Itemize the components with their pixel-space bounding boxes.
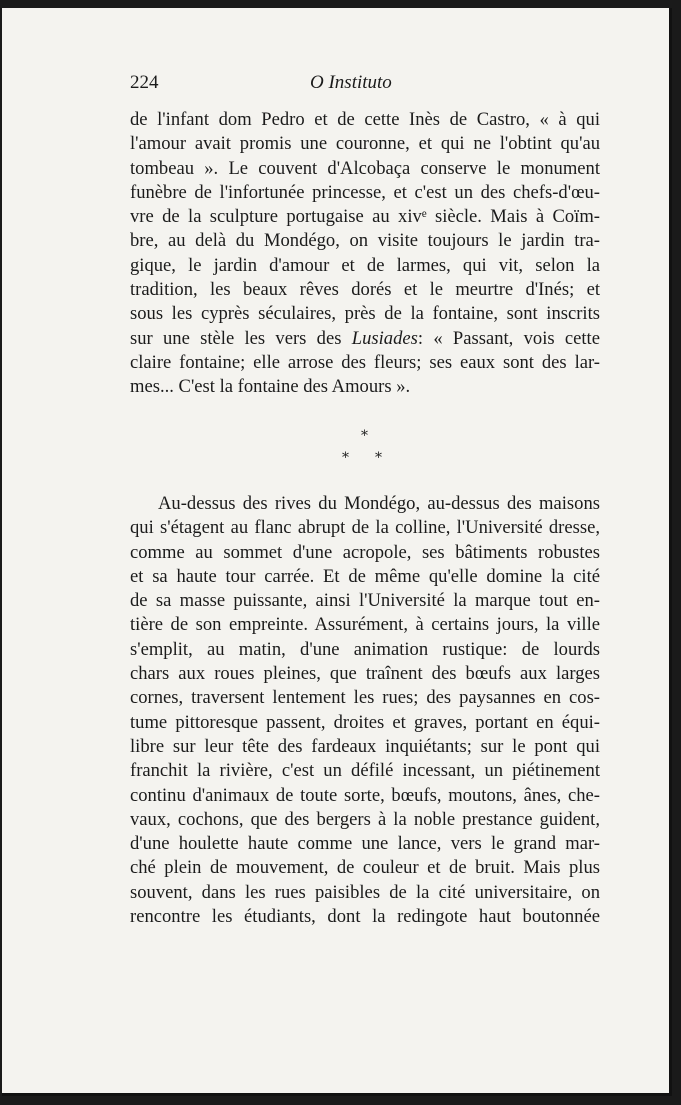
text-line: tombeau ». Le couvent d'Alcobaça conserve le monument: [130, 157, 600, 179]
text-line: comme au sommet d'une acropole, ses bâtiments robustes: [130, 541, 600, 563]
text-line: tume pittoresque passent, droites et graves, portant en équi-: [130, 711, 600, 733]
text-line: vre de la sculpture portugaise au xivᵉ siècle. Mais à Coïm-: [130, 206, 600, 228]
text-line: bre, au delà du Mondégo, on visite toujours le jardin tra-: [130, 230, 600, 252]
running-title: O Instituto: [310, 72, 392, 93]
paragraph-1: [130, 108, 600, 400]
work-title: Lusiades: [351, 327, 418, 349]
text-line: sous les cyprès séculaires, près de la fontaine, sont inscrits: [130, 303, 600, 325]
text-line: tière de son empreinte. Assurément, à certains jours, la ville: [130, 614, 600, 636]
text-line: Au-dessus des rives du Mondégo, au-dessus des maisons: [158, 493, 600, 514]
page-number: 224: [130, 72, 159, 93]
text-line: ché plein de mouvement, de couleur et de bruit. Mais plus: [130, 857, 600, 879]
text-line: funèbre de l'infortunée princesse, et c'est un des chefs-d'œu-: [130, 181, 600, 203]
text-line: l'amour avait promis une couronne, et qui ne l'obtint qu'au: [130, 133, 600, 155]
text-line: franchit la rivière, c'est un défilé incessant, un piétinement: [130, 760, 600, 782]
text-fragment: : « Passant, vois cette: [417, 327, 600, 349]
text-line: souvent, dans les rues paisibles de la cité universitaire, on: [130, 881, 600, 903]
text-line: tradition, les beaux rêves dorés et le meurtre d'Inés; et: [130, 279, 600, 301]
text-line-with-title: [130, 327, 600, 351]
text-line: chars aux roues pleines, que traînent des bœufs aux larges: [130, 663, 600, 685]
text-line: de l'infant dom Pedro et de cette Inès de Castro, « à qui: [130, 109, 600, 130]
text-fragment: sur une stèle les vers des: [130, 327, 342, 349]
text-line: continu d'animaux de toute sorte, bœufs, moutons, ânes, che-: [130, 784, 600, 806]
text-line: libre sur leur tête des fardeaux inquiétants; sur le pont qui: [130, 735, 600, 757]
section-divider: [330, 428, 390, 468]
paragraph-2: [130, 492, 600, 929]
text-line: s'emplit, au matin, d'une animation rustique: de lourds: [130, 638, 600, 660]
text-line: et sa haute tour carrée. Et de même qu'elle domine la cité: [130, 565, 600, 587]
asterisk-icon: *: [342, 450, 349, 466]
text-line: claire fontaine; elle arrose des fleurs; ses eaux sont des lar-: [130, 351, 600, 373]
text-line: gique, le jardin d'amour et de larmes, qui vit, selon la: [130, 254, 600, 276]
text-line: rencontre les étudiants, dont la redingote haut boutonnée: [130, 906, 600, 928]
page-header: [130, 72, 600, 102]
text-line: qui s'étagent au flanc abrupt de la colline, l'Université dresse,: [130, 517, 600, 539]
text-line: cornes, traversent lentement les rues; des paysannes en cos-: [130, 687, 600, 709]
text-line: mes... C'est la fontaine des Amours ».: [130, 376, 411, 398]
asterisk-icon: *: [361, 428, 368, 444]
text-line: d'une houlette haute comme une lance, vers le grand mar-: [130, 833, 600, 855]
text-line: de sa masse puissante, ainsi l'Université la marque tout en-: [130, 590, 600, 612]
asterisk-icon: *: [375, 450, 382, 466]
text-line: vaux, cochons, que des bergers à la noble prestance guident,: [130, 808, 600, 830]
